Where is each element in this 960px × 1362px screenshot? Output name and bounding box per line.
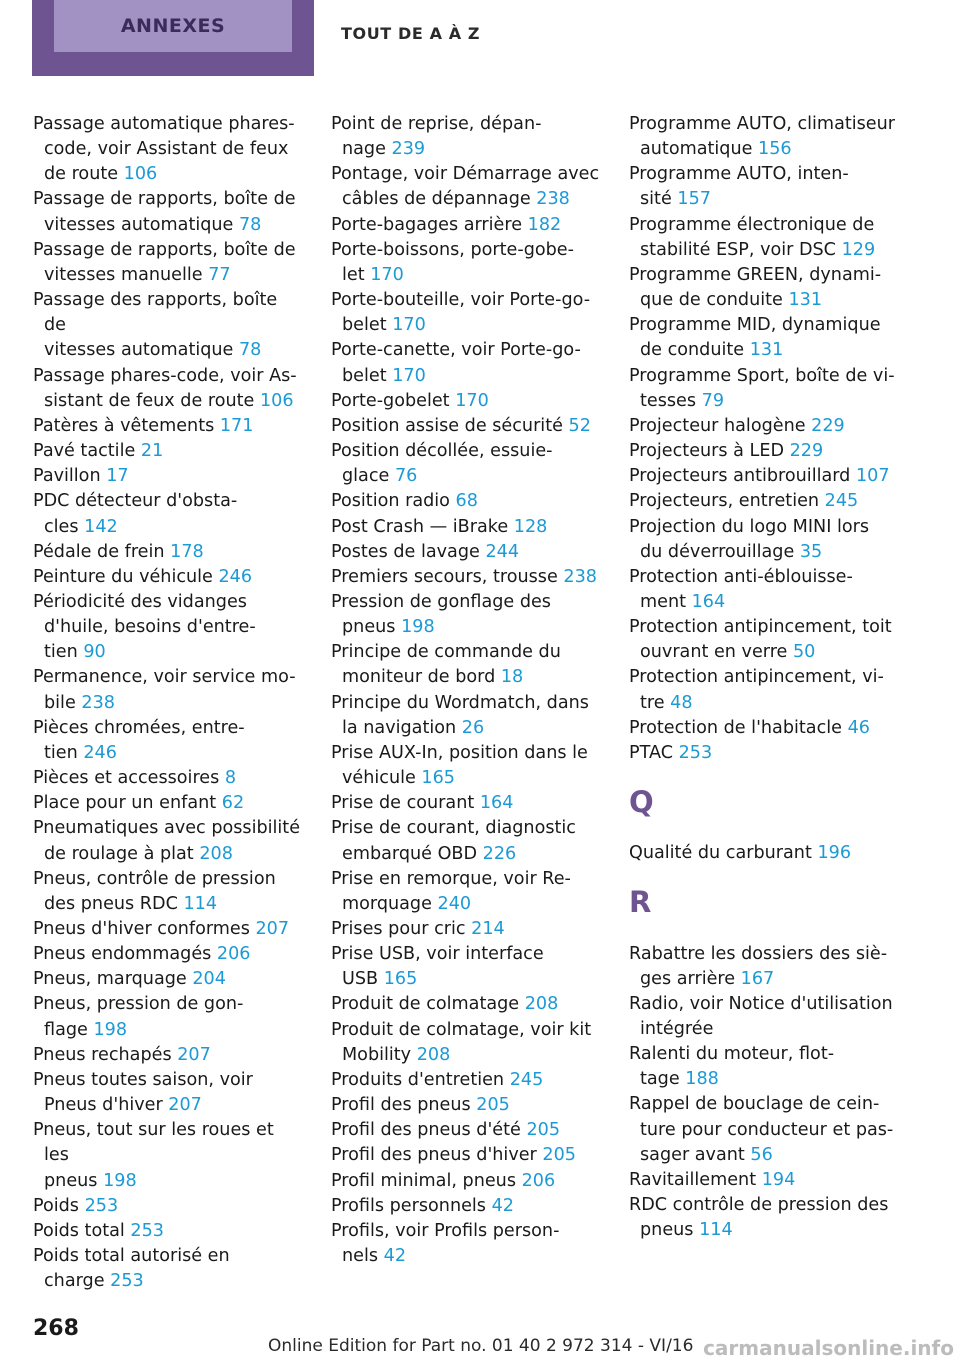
index-entry xyxy=(331,1018,601,1068)
index-entry-text: Produit de colmatage xyxy=(331,994,520,1015)
index-entry-text: Protection antipincement, toit ouvrant en verre xyxy=(629,617,892,663)
page-reference-link[interactable]: 238 xyxy=(81,692,115,713)
page-reference-link[interactable]: 198 xyxy=(103,1170,137,1191)
index-entry-text: Position décollée, essuie- glace xyxy=(331,441,553,487)
page-reference-link[interactable]: 170 xyxy=(392,315,426,336)
index-entry-text: Projection du logo MINI lors du déverrouillage xyxy=(629,516,870,562)
index-entry-text: Pneus d'hiver conformes xyxy=(33,919,250,939)
page-reference-link[interactable]: 18 xyxy=(500,667,524,688)
index-entry-text: Pièces chromées, entre- tien xyxy=(33,717,245,763)
index-entry xyxy=(629,1042,899,1092)
index-entry-text: Programme Sport, boîte de vi- tesses xyxy=(629,365,895,411)
index-entry xyxy=(331,1068,601,1093)
index-entry xyxy=(33,288,303,363)
index-entry-text: Prise USB, voir interface USB xyxy=(331,944,544,990)
page-reference-link[interactable]: 78 xyxy=(238,214,262,235)
index-entry-text: Ravitaillement xyxy=(629,1169,757,1190)
index-entry-text: Produit de colmatage, voir kit Mobility xyxy=(331,1019,592,1065)
index-entry-text: PTAC xyxy=(629,742,674,763)
index-entry-text: Pneus, tout sur les roues et les pneus xyxy=(33,1120,274,1191)
index-entry-text: Prise AUX-In, position dans le véhicule xyxy=(331,742,588,789)
page-reference-link[interactable]: 79 xyxy=(701,390,725,411)
index-entry-text: Porte-bagages arrière xyxy=(331,214,523,235)
index-entry-text: Post Crash — iBrake xyxy=(331,516,509,537)
index-entry xyxy=(33,464,303,489)
page-reference-link[interactable]: 240 xyxy=(437,893,472,914)
page-reference-link[interactable]: 253 xyxy=(84,1195,119,1216)
index-entry xyxy=(629,213,899,263)
index-entry-text: Porte-gobelet xyxy=(331,390,450,411)
index-entry xyxy=(629,414,899,439)
index-entry xyxy=(331,1219,601,1269)
page-reference-link[interactable]: 35 xyxy=(799,541,823,562)
index-entry xyxy=(33,414,303,439)
index-entry xyxy=(331,540,601,565)
index-entry xyxy=(331,590,601,640)
index-entry xyxy=(331,691,601,741)
page-reference-link[interactable]: 178 xyxy=(170,541,204,562)
page-reference-link[interactable]: 245 xyxy=(509,1069,544,1090)
index-entry-text: Pression de gonflage des pneus xyxy=(331,591,551,638)
index-entry xyxy=(331,162,601,212)
section-tab-inner xyxy=(54,0,292,52)
index-entry xyxy=(331,917,601,942)
page-reference-link[interactable]: 170 xyxy=(370,264,404,285)
page-reference-link[interactable]: 204 xyxy=(192,969,226,990)
index-entry xyxy=(33,489,303,539)
index-entry xyxy=(33,967,303,992)
index-entry-text: Pneus toutes saison, voir Pneus d'hiver xyxy=(33,1069,253,1116)
index-entry xyxy=(331,1169,601,1194)
index-entry-text: Prises pour cric xyxy=(331,919,466,939)
index-entry-text: Passage phares-code, voir As- sistant de feux de route xyxy=(33,365,297,411)
page-reference-link[interactable]: 48 xyxy=(670,692,693,713)
index-entry xyxy=(629,364,899,414)
index-entry xyxy=(33,1118,303,1193)
edition-note: Online Edition for Part no. 01 40 2 972 314 - VI/16 xyxy=(268,1336,694,1356)
page-reference-link[interactable]: 77 xyxy=(208,264,231,285)
index-entry-text: Profil des pneus xyxy=(331,1095,471,1116)
index-entry-text: Premiers secours, trousse xyxy=(331,566,558,587)
index-entry xyxy=(331,515,601,540)
index-entry xyxy=(33,238,303,288)
page-reference-link[interactable]: 8 xyxy=(224,768,237,789)
page-reference-link[interactable]: 198 xyxy=(93,1019,128,1040)
index-entry-text: Poids total xyxy=(33,1220,125,1241)
index-entry xyxy=(629,841,899,866)
page-reference-link[interactable]: 246 xyxy=(218,566,253,587)
page-reference-link[interactable]: 129 xyxy=(841,239,876,260)
page-reference-link[interactable]: 171 xyxy=(219,415,254,436)
index-entry-text: PDC détecteur d'obsta- cles xyxy=(33,491,238,537)
page-reference-link[interactable]: 206 xyxy=(521,1170,556,1191)
page-number: 268 xyxy=(33,1316,79,1341)
index-entry-text: Projecteurs, entretien xyxy=(629,491,820,512)
index-entry-text: Qualité du carburant xyxy=(629,843,812,864)
page-reference-link[interactable]: 106 xyxy=(259,390,294,411)
index-entry xyxy=(33,942,303,967)
page-reference-link[interactable]: 253 xyxy=(130,1220,164,1241)
index-entry xyxy=(331,1143,601,1168)
index-entry xyxy=(331,816,601,866)
page-reference-link[interactable]: 90 xyxy=(83,642,106,663)
index-entry-text: Projecteurs à LED xyxy=(629,441,785,462)
page-reference-link[interactable]: 167 xyxy=(740,968,775,989)
index-entry-text: Postes de lavage xyxy=(331,541,480,562)
index-entry-text: Passage des rapports, boîte de vitesses automatique xyxy=(33,290,278,361)
index-entry-text: Prise en remorque, voir Re- morquage xyxy=(331,868,571,914)
index-entry-text: Profils personnels xyxy=(331,1195,486,1216)
index-entry xyxy=(331,741,601,791)
page-reference-link[interactable]: 164 xyxy=(691,591,726,612)
page-reference-link[interactable]: 170 xyxy=(392,365,426,386)
index-entry xyxy=(331,640,601,690)
index-entry xyxy=(331,942,601,992)
index-entry-text: Pneus rechapés xyxy=(33,1044,172,1065)
index-entry xyxy=(33,816,303,866)
page-reference-link[interactable]: 164 xyxy=(479,793,514,814)
index-entry-text: Principe de commande du moniteur de bord xyxy=(331,642,561,688)
index-entry xyxy=(33,439,303,464)
page-reference-link[interactable]: 26 xyxy=(461,717,485,738)
index-entry xyxy=(33,1043,303,1068)
letter-heading: Q xyxy=(629,785,654,820)
index-entry-text: Pneus, contrôle de pression des pneus RDC xyxy=(33,868,276,914)
index-entry xyxy=(33,917,303,942)
page-reference-link[interactable]: 170 xyxy=(455,390,489,411)
index-entry xyxy=(629,716,899,741)
index-entry xyxy=(629,515,899,565)
page-reference-link[interactable]: 62 xyxy=(221,793,245,814)
index-entry-text: Peinture du véhicule xyxy=(33,566,213,587)
index-entry-text: Protection de l'habitacle xyxy=(629,717,842,738)
index-entry-text: Porte-bouteille, voir Porte-go- belet xyxy=(331,290,591,336)
index-entry-text: Protection anti-éblouisse- ment xyxy=(629,566,853,612)
index-entry-text: Prise de courant xyxy=(331,793,475,814)
page-reference-link[interactable]: 157 xyxy=(677,189,711,210)
index-entry xyxy=(331,1194,601,1219)
index-entry xyxy=(33,1068,303,1118)
page-reference-link[interactable]: 246 xyxy=(83,742,117,763)
page-reference-link[interactable]: 205 xyxy=(526,1120,561,1141)
page-reference-link[interactable]: 238 xyxy=(536,189,570,210)
page-reference-link[interactable]: 21 xyxy=(140,441,164,462)
index-entry-text: Permanence, voir service mo- bile xyxy=(33,667,296,713)
index-entry xyxy=(33,112,303,187)
page-reference-link[interactable]: 131 xyxy=(788,290,823,311)
page-reference-link[interactable]: 156 xyxy=(758,139,792,160)
index-entry xyxy=(331,565,601,590)
index-entry-text: Ralenti du moteur, flot- tage xyxy=(629,1044,835,1090)
page-reference-link[interactable]: 239 xyxy=(391,139,426,160)
index-entry xyxy=(629,565,899,615)
page-reference-link[interactable]: 107 xyxy=(855,466,890,487)
page-reference-link[interactable]: 205 xyxy=(542,1145,576,1166)
page-reference-link[interactable]: 194 xyxy=(761,1169,796,1190)
index-entry xyxy=(629,1193,899,1243)
page-reference-link[interactable]: 253 xyxy=(110,1271,144,1292)
index-entry xyxy=(331,288,601,338)
index-entry-text: Protection antipincement, vi- tre xyxy=(629,667,884,713)
index-column-3 xyxy=(629,112,899,1243)
index-entry-text: Pédale de frein xyxy=(33,541,165,562)
index-entry-text: Pontage, voir Démarrage avec câbles de dépannage xyxy=(331,164,600,210)
index-entry xyxy=(331,1118,601,1143)
index-entry-text: Passage automatique phares- code, voir Assistant de feux de route xyxy=(33,114,295,185)
page-reference-link[interactable]: 207 xyxy=(255,919,290,939)
page-reference-link[interactable]: 198 xyxy=(401,617,435,638)
page-reference-link[interactable]: 50 xyxy=(792,642,816,663)
index-entry xyxy=(33,867,303,917)
index-entry-text: Position radio xyxy=(331,491,450,512)
page-reference-link[interactable]: 208 xyxy=(416,1044,451,1065)
index-column-1 xyxy=(33,112,303,1294)
index-entry-text: Programme GREEN, dynami- que de conduite xyxy=(629,264,882,311)
index-entry xyxy=(33,766,303,791)
index-entry xyxy=(629,313,899,363)
index-entry xyxy=(33,187,303,237)
page-reference-link[interactable]: 46 xyxy=(847,717,870,738)
index-entry-text: Produits d'entretien xyxy=(331,1069,505,1090)
index-entry xyxy=(629,263,899,313)
page-reference-link[interactable]: 114 xyxy=(699,1220,733,1241)
page-reference-link[interactable]: 42 xyxy=(491,1195,514,1216)
page-reference-link[interactable]: 114 xyxy=(183,893,218,914)
index-entry xyxy=(331,338,601,388)
index-entry xyxy=(629,464,899,489)
index-entry-text: Périodicité des vidanges d'huile, besoins d'entre- tien xyxy=(33,591,256,663)
page-reference-link[interactable]: 244 xyxy=(485,541,520,562)
index-entry-text: Programme MID, dynamique de conduite xyxy=(629,315,881,361)
page-reference-link[interactable]: 128 xyxy=(513,516,548,537)
page-reference-link[interactable]: 238 xyxy=(563,566,597,587)
page-reference-link[interactable]: 131 xyxy=(749,340,784,361)
page-reference-link[interactable]: 206 xyxy=(216,944,251,965)
index-entry xyxy=(33,1194,303,1219)
page-reference-link[interactable]: 205 xyxy=(476,1095,510,1116)
page-reference-link[interactable]: 208 xyxy=(524,994,559,1015)
watermark: carmanualsonline.info xyxy=(703,1336,954,1360)
page-reference-link[interactable]: 188 xyxy=(685,1069,719,1090)
index-entry-text: Profil minimal, pneus xyxy=(331,1170,516,1191)
index-entry-text: Point de reprise, dépan- nage xyxy=(331,114,542,160)
index-entry xyxy=(331,213,601,238)
index-entry-text: Profil des pneus d'été xyxy=(331,1120,521,1141)
index-entry-text: Rabattre les dossiers des siè- ges arrière xyxy=(629,943,888,989)
index-entry-text: Programme AUTO, climatiseur automatique xyxy=(629,114,896,160)
index-entry-text: Pièces et accessoires xyxy=(33,768,220,789)
index-entry-text: Principe du Wordmatch, dans la navigation xyxy=(331,692,589,738)
index-entry-text: Porte-canette, voir Porte-go- belet xyxy=(331,340,581,386)
letter-heading: R xyxy=(629,885,652,920)
index-entry-text: Pavé tactile xyxy=(33,441,136,462)
index-entry-text: Pneus endommagés xyxy=(33,944,212,965)
page-reference-link[interactable]: 229 xyxy=(811,415,845,436)
page-reference-link[interactable]: 208 xyxy=(199,843,233,864)
index-entry-text: Poids total autorisé en charge xyxy=(33,1246,230,1292)
index-entry xyxy=(629,942,899,992)
index-entry xyxy=(33,590,303,665)
index-entry-text: Pneus, marquage xyxy=(33,969,187,990)
section-tab xyxy=(32,0,314,76)
index-entry xyxy=(33,364,303,414)
page-reference-link[interactable]: 226 xyxy=(482,843,517,864)
index-entry-text: Projecteur halogène xyxy=(629,415,806,436)
index-entry xyxy=(629,992,899,1042)
index-entry xyxy=(33,665,303,715)
index-entry-text: Pneumatiques avec possibilité de roulage à plat xyxy=(33,818,301,864)
index-entry-text: Programme AUTO, inten- sité xyxy=(629,164,849,210)
index-entry xyxy=(33,716,303,766)
index-entry-text: RDC contrôle de pression des pneus xyxy=(629,1195,889,1241)
page-reference-link[interactable]: 42 xyxy=(383,1246,407,1267)
index-entry xyxy=(331,112,601,162)
index-entry xyxy=(331,389,601,414)
page-reference-link[interactable]: 196 xyxy=(817,843,852,864)
index-entry-text: Projecteurs antibrouillard xyxy=(629,466,851,487)
index-entry xyxy=(33,565,303,590)
page-reference-link[interactable]: 56 xyxy=(750,1144,773,1165)
index-entry xyxy=(629,741,899,766)
page-reference-link[interactable]: 106 xyxy=(123,164,158,185)
page-reference-link[interactable]: 76 xyxy=(394,466,418,487)
index-entry-text: Profil des pneus d'hiver xyxy=(331,1145,537,1166)
index-entry-text: Pneus, pression de gon- flage xyxy=(33,994,244,1040)
index-entry-text: Place pour un enfant xyxy=(33,793,217,814)
index-entry-text: Programme électronique de stabilité ESP, voir DSC xyxy=(629,214,875,260)
index-entry xyxy=(331,992,601,1017)
index-entry-text: Pavillon xyxy=(33,466,101,487)
index-entry xyxy=(629,1168,899,1193)
section-tab-label: ANNEXES xyxy=(120,15,226,37)
index-entry xyxy=(331,489,601,514)
index-entry xyxy=(629,162,899,212)
page-reference-link[interactable]: 182 xyxy=(527,214,562,235)
index-entry xyxy=(33,1244,303,1294)
index-entry xyxy=(629,439,899,464)
index-entry xyxy=(629,1092,899,1167)
page-reference-link[interactable]: 229 xyxy=(789,441,824,462)
index-entry-text: Porte-boissons, porte-gobe- let xyxy=(331,239,574,285)
index-entry xyxy=(331,1093,601,1118)
section-title: TOUT DE A À Z xyxy=(341,24,481,43)
page-reference-link[interactable]: 52 xyxy=(568,415,591,436)
page-reference-link[interactable]: 165 xyxy=(421,768,455,789)
index-entry xyxy=(331,439,601,489)
page-reference-link[interactable]: 165 xyxy=(383,969,418,990)
index-entry-text: Passage de rapports, boîte de vitesses manuelle xyxy=(33,239,296,285)
page-reference-link[interactable]: 78 xyxy=(238,340,262,361)
index-entry xyxy=(331,791,601,816)
index-entry-text: Poids xyxy=(33,1195,79,1216)
index-entry-text: Passage de rapports, boîte de vitesses automatique xyxy=(33,189,296,235)
index-entry-text: Position assise de sécurité xyxy=(331,415,563,436)
index-entry-text: Profils, voir Profils person- nels xyxy=(331,1220,560,1267)
index-entry xyxy=(33,1219,303,1244)
index-entry xyxy=(629,112,899,162)
page-reference-link[interactable]: 142 xyxy=(84,516,118,537)
page-reference-link[interactable]: 253 xyxy=(678,742,713,763)
index-entry xyxy=(33,791,303,816)
page-reference-link[interactable]: 245 xyxy=(824,491,859,512)
page-reference-link[interactable]: 207 xyxy=(177,1044,211,1065)
index-entry xyxy=(331,867,601,917)
index-entry xyxy=(331,238,601,288)
index-entry xyxy=(629,489,899,514)
page-reference-link[interactable]: 214 xyxy=(471,919,505,939)
index-entry xyxy=(33,992,303,1042)
page-reference-link[interactable]: 207 xyxy=(168,1095,202,1116)
index-column-2 xyxy=(331,112,601,1269)
index-entry xyxy=(629,665,899,715)
index-entry xyxy=(33,540,303,565)
index-entry xyxy=(331,414,601,439)
page-reference-link[interactable]: 68 xyxy=(455,491,478,512)
index-entry-text: Prise de courant, diagnostic embarqué OBD xyxy=(331,818,576,864)
index-entry-text: Radio, voir Notice d'utilisation intégrée xyxy=(629,993,893,1039)
index-entry-text: Patères à vêtements xyxy=(33,415,215,436)
index-entry xyxy=(629,615,899,665)
index-entry-text: Rappel de bouclage de cein- ture pour conducteur et pas- sager avant xyxy=(629,1094,894,1165)
page-reference-link[interactable]: 17 xyxy=(106,466,129,487)
